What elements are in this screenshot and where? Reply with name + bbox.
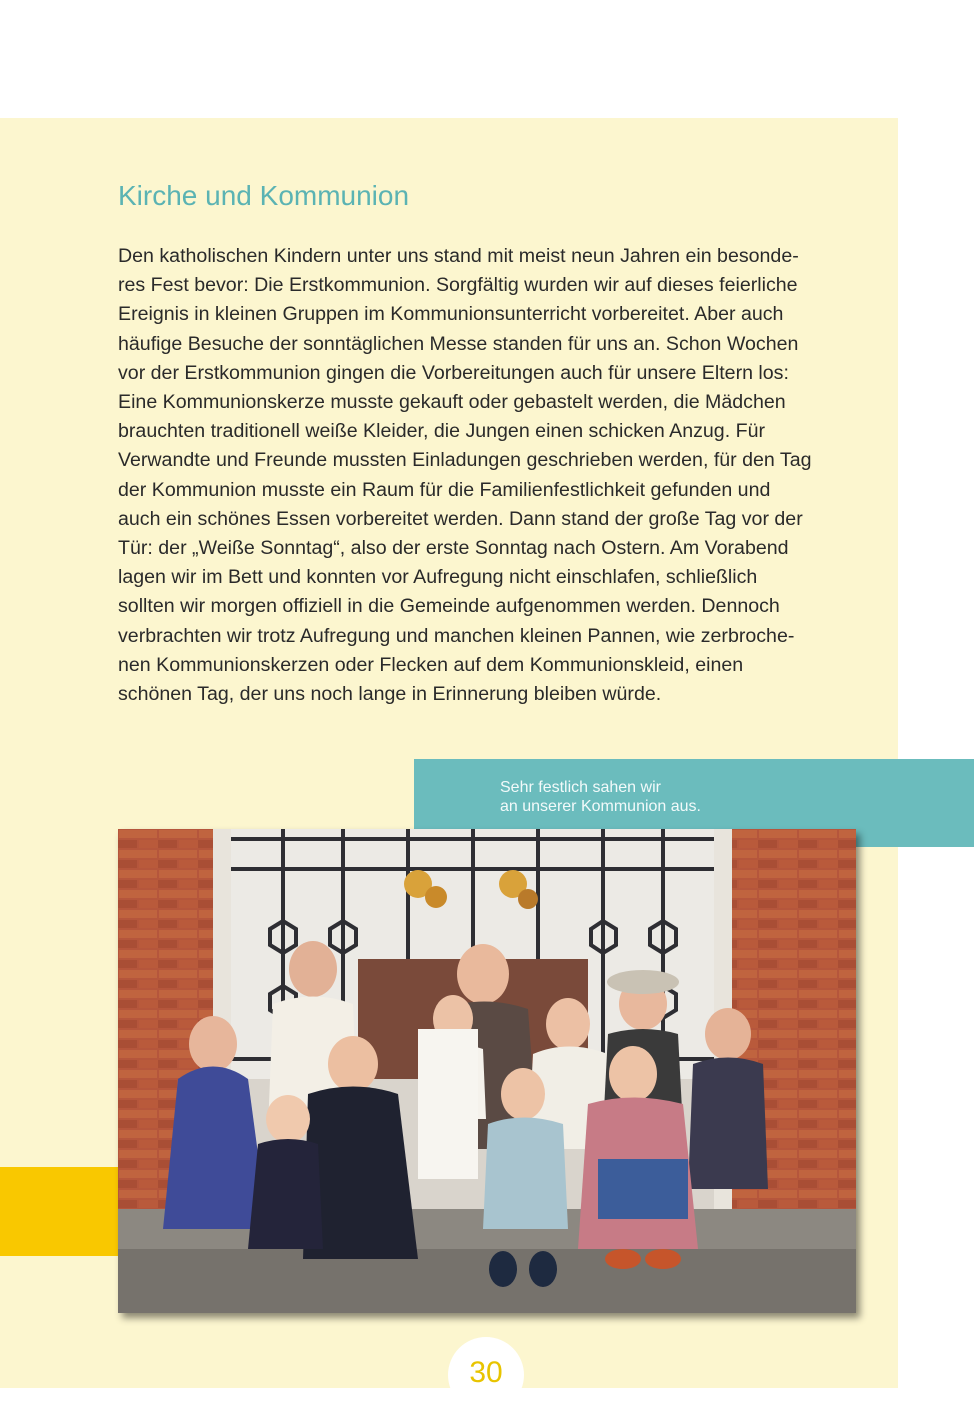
body-line: vor der Erstkommunion gingen die Vorbereitungen auch für unsere Eltern los: xyxy=(118,361,789,384)
body-line: der Kommunion musste ein Raum für die Familienfestlichkeit gefunden und xyxy=(118,478,771,501)
body-line: Den katholischen Kindern unter uns stand mit meist neun Jahren ein besonde- xyxy=(118,245,799,267)
group-photo xyxy=(118,829,856,1313)
photo-caption xyxy=(500,778,701,816)
caption-line: Sehr festlich sahen wir xyxy=(500,779,661,796)
body-line: lagen wir im Bett und konnten vor Aufregung nicht einschlafen, schließlich xyxy=(118,566,758,589)
body-line: Ereignis in kleinen Gruppen im Kommunionsunterricht vorbereitet. Aber auch xyxy=(118,303,784,326)
body-line: verbrachten wir trotz Aufregung und manchen kleinen Pannen, wie zerbroche- xyxy=(118,624,795,647)
body-line: schönen Tag, der uns noch lange in Erinnerung bleiben würde. xyxy=(118,683,662,706)
body-line: häufige Besuche der sonntäglichen Messe standen für uns an. Schon Wochen xyxy=(118,332,799,355)
body-line: Tür: der „Weiße Sonntag“, also der erste Sonntag nach Ostern. Am Vorabend xyxy=(118,537,789,560)
body-line: Eine Kommunionskerze musste gekauft oder gebastelt werden, die Mädchen xyxy=(118,391,786,414)
body-line: nen Kommunionskerzen oder Flecken auf dem Kommunionskleid, einen xyxy=(118,653,744,676)
section-heading: Kirche und Kommunion xyxy=(118,180,410,211)
caption-line: an unserer Kommunion aus. xyxy=(500,798,701,815)
page-number: 30 xyxy=(469,1356,503,1389)
body-line: auch ein schönes Essen vorbereitet werden. Dann stand der große Tag vor der xyxy=(118,507,803,530)
body-text xyxy=(118,242,878,709)
body-line: sollten wir morgen offiziell in die Gemeinde aufgenommen werden. Dennoch xyxy=(118,595,780,618)
yellow-accent-block xyxy=(0,1167,118,1256)
body-line: res Fest bevor: Die Erstkommunion. Sorgfältig wurden wir auf dieses feierliche xyxy=(118,274,798,297)
body-line: Verwandte und Freunde mussten Einladungen geschrieben werden, für den Tag xyxy=(118,449,812,472)
body-line: brauchten traditionell weiße Kleider, die Jungen einen schicken Anzug. Für xyxy=(118,420,765,443)
